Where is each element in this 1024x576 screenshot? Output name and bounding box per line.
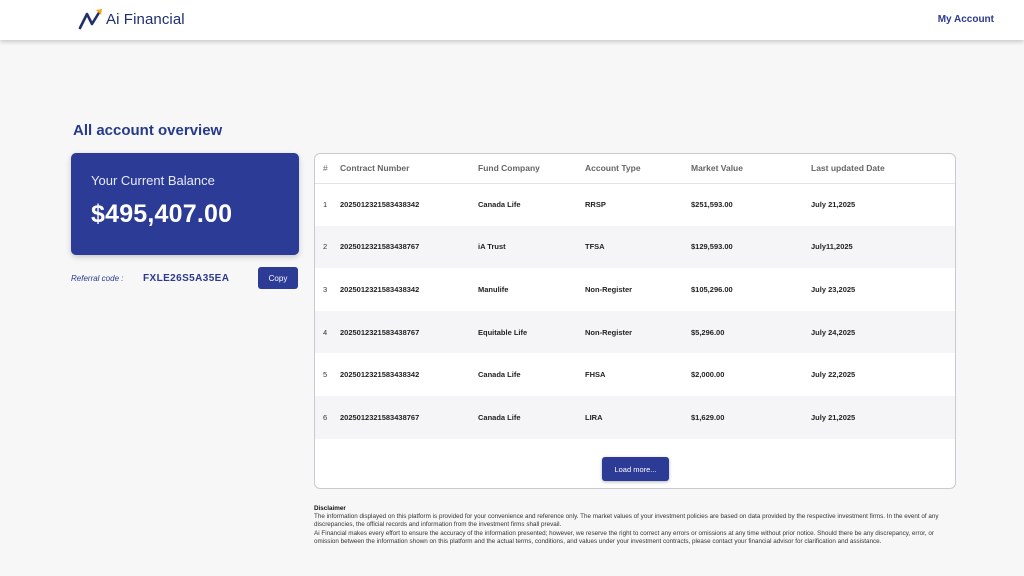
row-number: 4 bbox=[315, 311, 340, 354]
contract-number-cell: 2025012321583438342 bbox=[340, 370, 420, 380]
account-type-cell: FHSA bbox=[585, 370, 606, 380]
disclaimer-paragraph: The information displayed on this platform is provided for your convenience and reference only. The market values of your investment policies are based on data provided by the respective investment firms. In the event of any discrepancies, the official records and information from the investment firms shall prevail. bbox=[314, 513, 939, 529]
column-header-market-value: Market Value bbox=[691, 154, 811, 183]
table-row[interactable] bbox=[315, 311, 955, 354]
contract-number-cell: 2025012321583438767 bbox=[340, 226, 478, 269]
brand-name: Ai Financial bbox=[106, 10, 185, 28]
table-header-row bbox=[315, 154, 955, 183]
account-type-cell: Non-Register bbox=[585, 311, 691, 354]
balance-card bbox=[71, 153, 299, 255]
last-updated-date-cell: July 24,2025 bbox=[811, 311, 955, 354]
accounts-table-card bbox=[314, 153, 956, 489]
market-value-cell: $2,000.00 bbox=[691, 370, 725, 380]
balance-value: $495,407.00 bbox=[91, 200, 233, 228]
last-updated-date-cell: July11,2025 bbox=[811, 226, 955, 269]
row-number: 1 bbox=[323, 200, 328, 210]
contract-number-cell: 2025012321583438342 bbox=[340, 284, 420, 294]
market-value-cell: $105,296.00 bbox=[691, 284, 733, 294]
table-row[interactable] bbox=[315, 183, 955, 226]
logo-icon bbox=[78, 8, 104, 30]
table-row[interactable] bbox=[315, 353, 955, 396]
account-type-cell: TFSA bbox=[585, 226, 691, 269]
contract-number-cell: 2025012321583438767 bbox=[340, 396, 478, 439]
column-header-contract-number: Contract Number bbox=[340, 154, 478, 183]
market-value-cell: $129,593.00 bbox=[691, 226, 811, 269]
account-type-cell: LIRA bbox=[585, 396, 691, 439]
top-navigation-bar bbox=[0, 0, 1024, 40]
fund-company-cell: iA Trust bbox=[478, 226, 585, 269]
market-value-cell: $1,629.00 bbox=[691, 396, 811, 439]
column-header-number: # bbox=[315, 154, 340, 183]
row-number: 6 bbox=[315, 396, 340, 439]
table-row[interactable] bbox=[315, 396, 955, 439]
copy-referral-button[interactable]: Copy bbox=[258, 267, 298, 289]
last-updated-date-cell: July 21,2025 bbox=[811, 200, 856, 210]
page-title: All account overview bbox=[73, 122, 223, 139]
last-updated-date-cell: July 22,2025 bbox=[811, 370, 856, 380]
last-updated-date-cell: July 23,2025 bbox=[811, 284, 856, 294]
market-value-cell: $5,296.00 bbox=[691, 311, 811, 354]
fund-company-cell: Canada Life bbox=[478, 396, 585, 439]
market-value-cell: $251,593.00 bbox=[691, 200, 733, 210]
account-type-cell: Non-Register bbox=[585, 284, 633, 294]
accounts-table bbox=[315, 154, 955, 439]
referral-code-value: FXLE26S5A35EA bbox=[143, 273, 230, 284]
table-row[interactable] bbox=[315, 268, 955, 311]
brand-logo[interactable] bbox=[78, 8, 185, 30]
table-row[interactable] bbox=[315, 226, 955, 269]
disclaimer-paragraph: Ai Financial makes every effort to ensure the accuracy of the information presented; however, we reserve the right to correct any errors or omissions at any time without prior notice. Should there be any discrepancy, error, or omission between the information shown on this platform and the actual terms, conditions, and values under your investment contracts, please contact your financial advisor for clarification and assistance. bbox=[314, 529, 934, 545]
column-header-fund-company: Fund Company bbox=[478, 154, 585, 183]
last-updated-date-cell: July 21,2025 bbox=[811, 396, 955, 439]
disclaimer bbox=[314, 505, 956, 546]
balance-label: Your Current Balance bbox=[91, 173, 215, 188]
account-type-cell: RRSP bbox=[585, 200, 606, 210]
fund-company-cell: Manulife bbox=[478, 284, 509, 294]
fund-company-cell: Canada Life bbox=[478, 370, 521, 380]
row-number: 2 bbox=[315, 226, 340, 269]
row-number: 3 bbox=[323, 284, 328, 294]
referral-code-label: Referral code : bbox=[71, 274, 124, 283]
my-account-link[interactable]: My Account bbox=[937, 14, 994, 25]
contract-number-cell: 2025012321583438767 bbox=[340, 311, 478, 354]
fund-company-cell: Equitable Life bbox=[478, 311, 585, 354]
column-header-last-updated-date: Last updated Date bbox=[811, 154, 955, 183]
contract-number-cell: 2025012321583438342 bbox=[340, 200, 420, 210]
column-header-account-type: Account Type bbox=[585, 154, 691, 183]
fund-company-cell: Canada Life bbox=[478, 200, 521, 210]
disclaimer-title: Disclaimer bbox=[314, 505, 346, 512]
load-more-button[interactable]: Load more... bbox=[602, 457, 669, 481]
row-number: 5 bbox=[323, 370, 328, 380]
